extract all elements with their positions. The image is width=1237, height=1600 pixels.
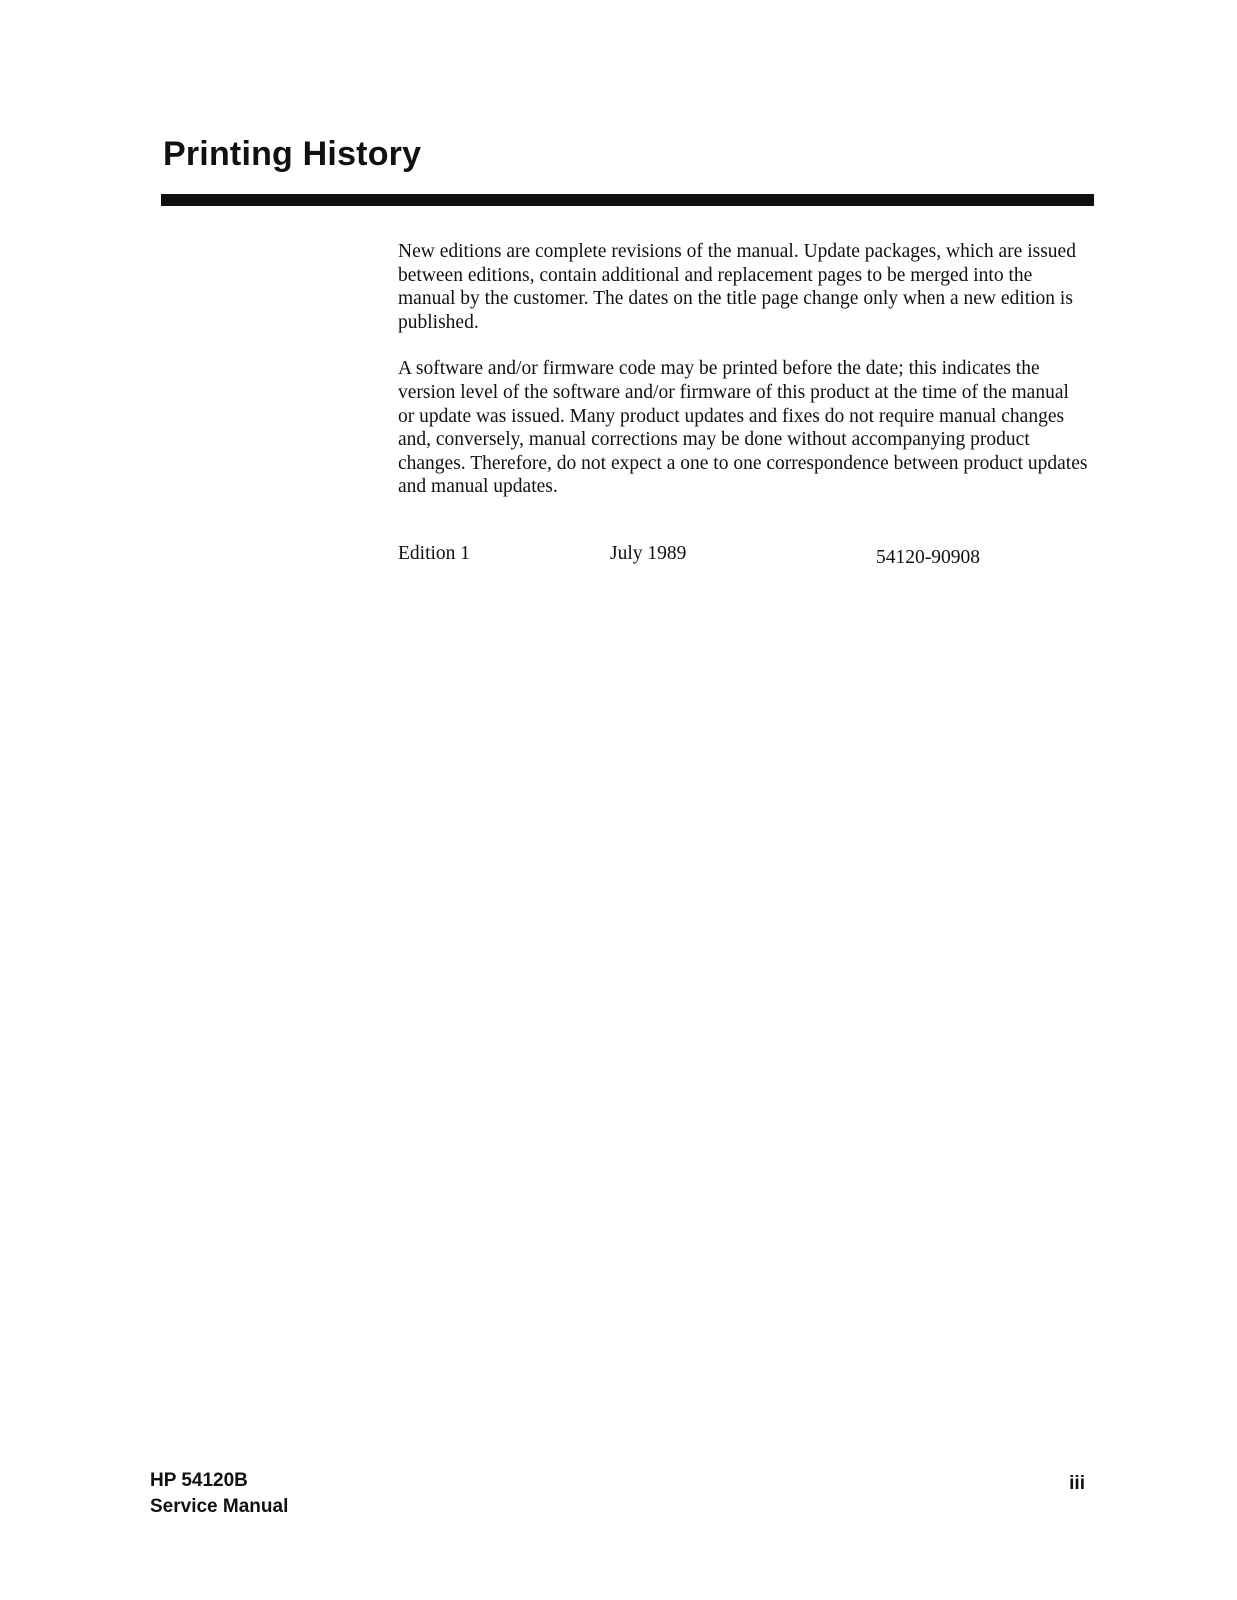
- footer-product: HP 54120B: [150, 1470, 248, 1491]
- footer-document: Service Manual: [150, 1496, 289, 1517]
- body-text: [398, 240, 1088, 522]
- page-number: iii: [1069, 1473, 1085, 1494]
- edition-part-number: 54120-90908: [876, 547, 980, 568]
- paragraph-editions: New editions are complete revisions of the manual. Update packages, which are issued between editions, contain additional and replacement pages to be merged into the manual by the customer. The dates on the title page change only when a new edition is published.: [398, 241, 1076, 333]
- edition-date: July 1989: [610, 543, 687, 564]
- edition-label: Edition 1: [398, 543, 471, 564]
- edition-row: [398, 542, 1088, 568]
- title-rule: [161, 194, 1094, 206]
- footer-product-info: [150, 1468, 288, 1520]
- paragraph-firmware-code: A software and/or firmware code may be printed before the date; this indicates the version level of the software and/or firmware of this product at the time of the manual or update was issued. Many product updates and fixes do not require manual changes and, conversely, manual corrections may be done without accompanying product changes. Therefore, do not expect a one to one correspondence between product updates and manual updates.: [398, 358, 1088, 498]
- page-title: Printing History: [163, 135, 422, 173]
